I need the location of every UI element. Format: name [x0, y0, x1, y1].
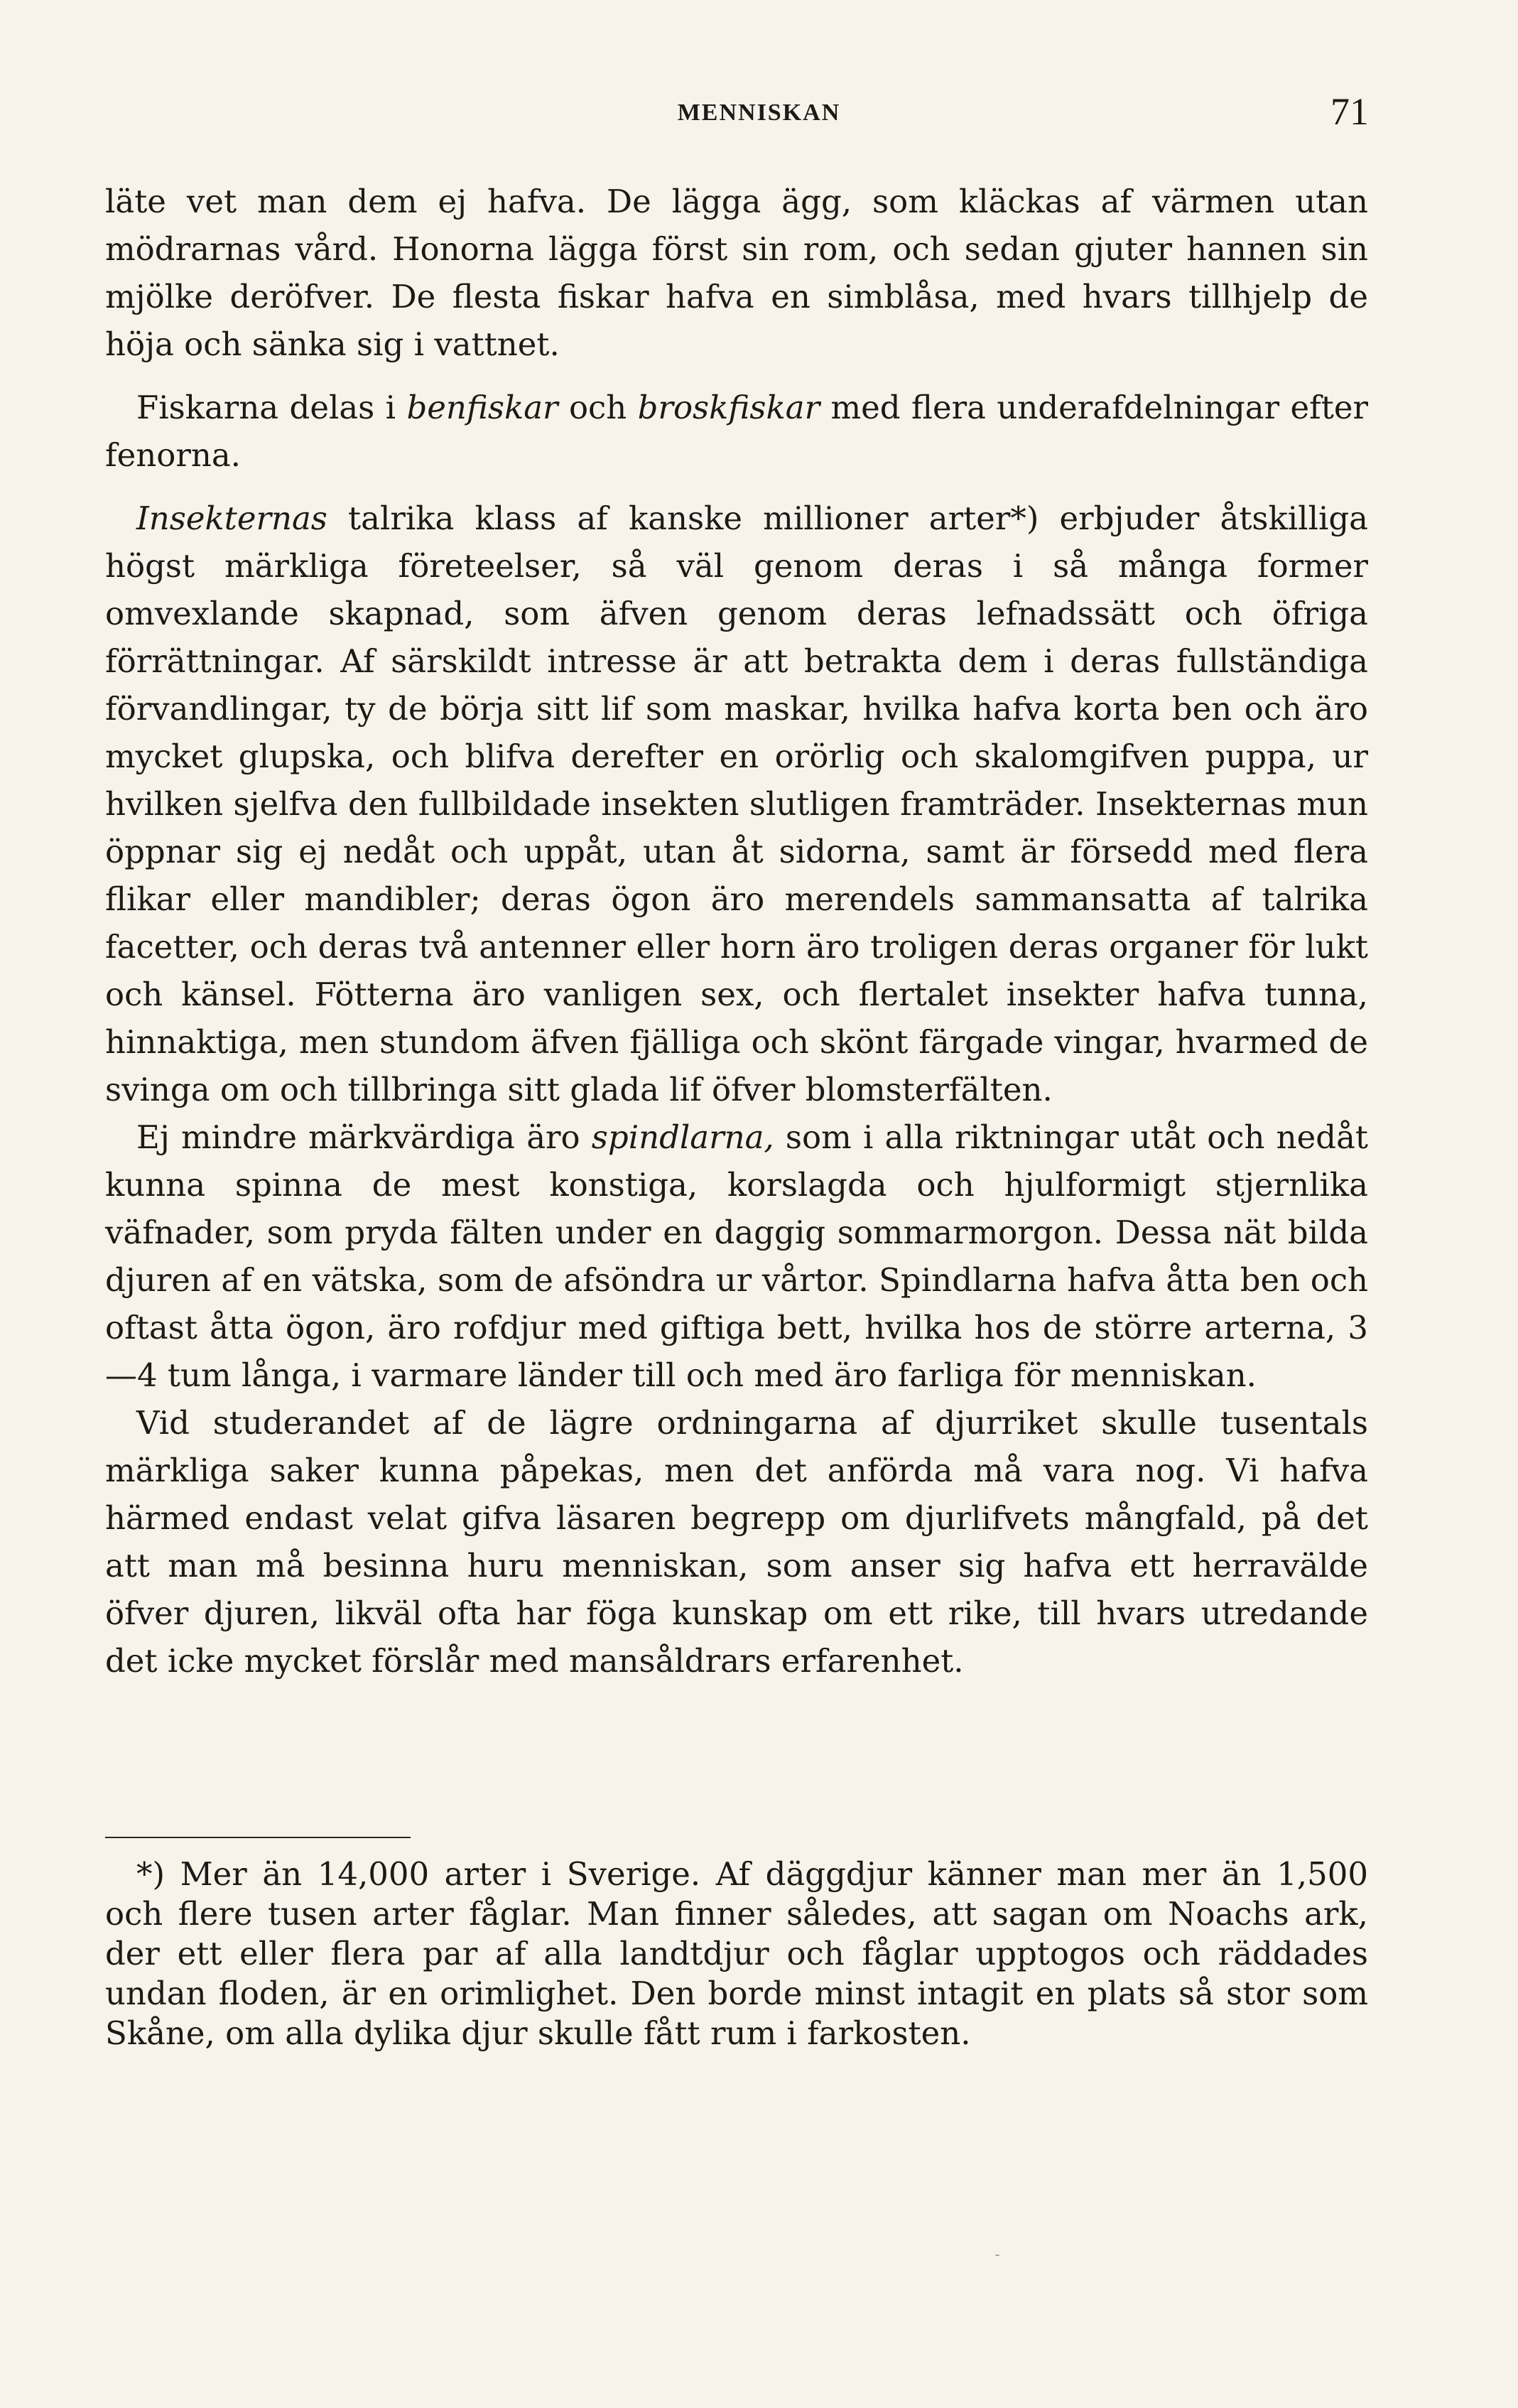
text-segment: som i alla riktningar utåt och nedåt kunna spinna de mest konstiga, korslagda och hjulformigt stjernlika väfnader, som pryda fälten under en daggig sommarmorgon. Dessa nät bilda djuren af en vätska, som de afsöndra ur vårtor. Spindlarna hafva åtta ben och oftast åtta ögon, äro rofdjur med giftiga bett, hvilka hos de större arterna, 3—4 tum långa, i varmare länder till och med äro farliga för menniskan.	[105, 1118, 1368, 1394]
text-segment: läte vet man dem ej hafva. De lägga ägg, som kläckas af värmen utan mödrarnas vård. Honorna lägga först sin rom, och sedan gjuter hannen sin mjölke deröfver. De flesta fiskar hafva en simblåsa, med hvars tillhjelp de höja och sänka sig i vattnet.	[105, 183, 1368, 363]
paragraph-fish-classes	[105, 384, 1368, 479]
italic-term: Insekternas	[136, 500, 327, 537]
body-text	[105, 178, 1368, 1685]
footnote: *) Mer än 14,000 arter i Sverige. Af däggdjur känner man mer än 1,500 och flere tusen arter fåglar. Man finner således, att sagan om Noachs ark, der ett eller flera par af alla landtdjur och fåglar upptogos och räddades undan floden, är en orimlighet. Den borde minst intagit en plats så stor som Skåne, om alla dylika djur skulle fått rum i farkosten.	[105, 1855, 1368, 2052]
text-segment: Ej mindre märkvärdiga äro	[136, 1118, 592, 1156]
italic-term: benfiskar	[406, 389, 558, 426]
text-segment: Fiskarna delas i	[136, 389, 407, 426]
italic-term: broskfiskar	[637, 389, 820, 426]
paragraph-fish-eggs	[105, 178, 1368, 368]
paragraph-insects	[105, 495, 1368, 1113]
text-segment: och	[558, 389, 638, 426]
italic-term: spindlarna,	[591, 1118, 774, 1156]
text-segment: Vid studerandet af de lägre ordningarna af djurriket skulle tusentals märkliga saker kunna påpekas, men det anförda må vara nog. Vi hafva härmed endast velat gifva läsaren begrepp om djurlifvets mångfald, på det att man må besinna huru menniskan, som anser sig hafva ett herravälde öfver djuren, likväl ofta har föga kunskap om ett rike, till hvars utredande det icke mycket förslår med mansåldrars erfarenhet.	[105, 1404, 1368, 1680]
text-segment: med flera underafdelningar efter fenorna.	[105, 389, 1368, 474]
print-speck: ˜	[994, 2252, 1000, 2266]
running-title: MENNISKAN	[677, 99, 841, 126]
paragraph-spiders	[105, 1113, 1368, 1399]
paragraph-conclusion	[105, 1399, 1368, 1685]
page-number: 71	[1330, 90, 1369, 133]
footnote-divider	[105, 1837, 411, 1838]
text-segment: talrika klass af kanske millioner arter*) erbjuder åtskilliga högst märkliga företeelser, så väl genom deras i så många former omvexlande skapnad, som äfven genom deras lefnadssätt och öfriga förrättningar. Af särskildt intresse är att betrakta dem i deras fullständiga förvandlingar, ty de börja sitt lif som maskar, hvilka hafva korta ben och äro mycket glupska, och blifva derefter en orörlig och skalomgifven puppa, ur hvilken sjelfva den fullbildade insekten slutligen framträder. Insekternas mun öppnar sig ej nedåt och uppåt, utan åt sidorna, samt är försedd med flera flikar eller mandibler; deras ögon äro merendels sammansatta af talrika facetter, och deras två antenner eller horn äro troligen deras organer för lukt och känsel. Fötterna äro vanligen sex, och flertalet insekter hafva tunna, hinnaktiga, men stundom äfven fjälliga och skönt färgade vingar, hvarmed de svinga om och tillbringa sitt glada lif öfver blomsterfälten.	[105, 500, 1368, 1108]
